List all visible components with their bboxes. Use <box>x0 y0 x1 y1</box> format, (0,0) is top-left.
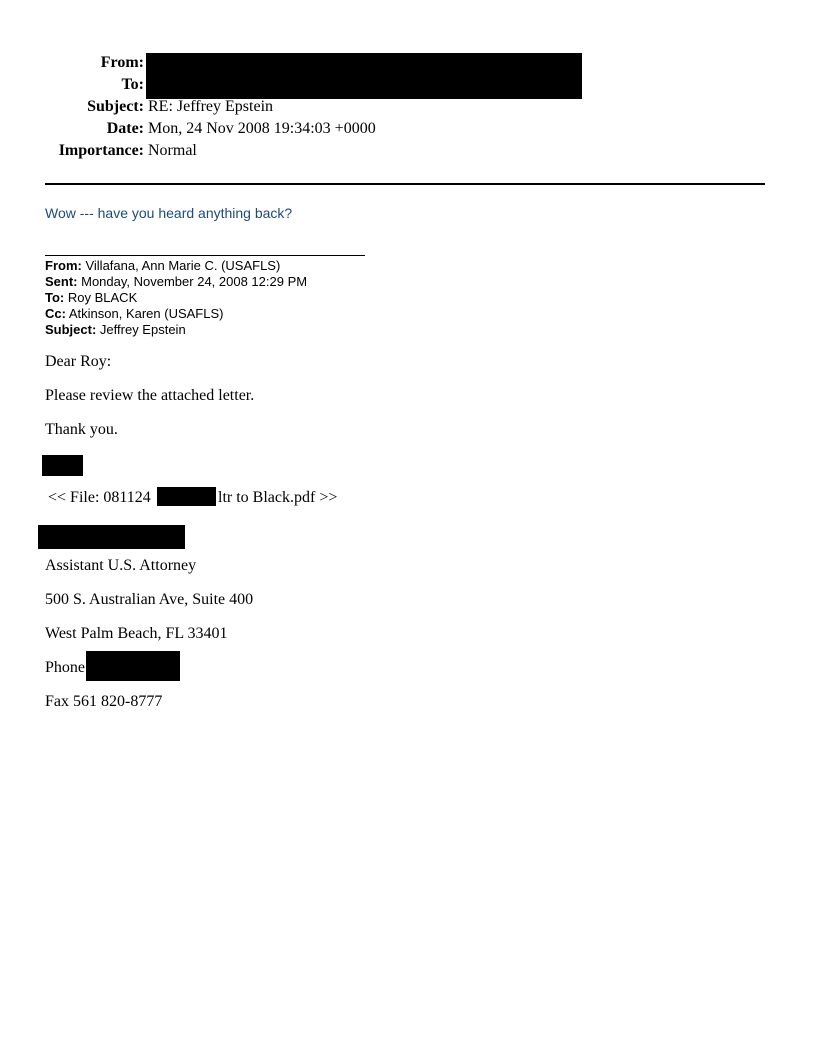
original-cc-label: Cc: <box>45 306 66 321</box>
original-from-label: From: <box>45 258 82 273</box>
body-line: Please review the attached letter. <box>45 387 255 404</box>
header-to-label: To: <box>121 76 144 93</box>
header-divider <box>45 183 765 185</box>
header-date-value: Mon, 24 Nov 2008 19:34:03 +0000 <box>148 120 376 137</box>
original-cc <box>45 306 223 321</box>
header-subject-value: RE: Jeffrey Epstein <box>148 98 274 115</box>
signature-address-line2: West Palm Beach, FL 33401 <box>45 625 228 642</box>
body-greeting: Dear Roy: <box>45 353 112 370</box>
reply-text: Wow --- have you heard anything back? <box>45 205 293 221</box>
attachment-prefix[interactable]: << File: 081124 <box>48 489 151 506</box>
redaction-signature-initials <box>42 455 83 476</box>
redaction-signature-name <box>38 525 185 549</box>
original-subject-label: Subject: <box>45 322 97 337</box>
signature-title: Assistant U.S. Attorney <box>45 557 197 574</box>
original-subject-value: Jeffrey Epstein <box>99 322 186 337</box>
original-from-value: Villafana, Ann Marie C. (USAFLS) <box>85 258 281 273</box>
original-to-label: To: <box>45 290 65 305</box>
header-subject-label: Subject: <box>87 98 144 115</box>
signature-phone-label: Phone <box>45 659 85 676</box>
redaction-attachment-name <box>157 487 216 506</box>
original-subject <box>45 322 186 337</box>
body-thanks: Thank you. <box>45 421 118 438</box>
original-from <box>45 258 280 273</box>
header-importance-label: Importance: <box>58 142 144 159</box>
signature-fax: Fax 561 820-8777 <box>45 693 163 710</box>
original-to-value: Roy BLACK <box>67 290 138 305</box>
original-message-separator <box>45 255 365 256</box>
original-to <box>45 290 137 305</box>
header-importance-value: Normal <box>148 142 197 159</box>
header-date-label: Date: <box>106 120 144 137</box>
original-cc-value: Atkinson, Karen (USAFLS) <box>68 306 224 321</box>
original-sent-value: Monday, November 24, 2008 12:29 PM <box>81 274 308 289</box>
redaction-phone-number <box>86 651 180 681</box>
original-sent <box>45 274 307 289</box>
original-sent-label: Sent: <box>45 274 78 289</box>
header-from-label: From: <box>100 54 144 71</box>
signature-address-line1: 500 S. Australian Ave, Suite 400 <box>45 591 254 608</box>
attachment-suffix[interactable]: ltr to Black.pdf >> <box>218 489 338 506</box>
redaction-from-to <box>146 53 582 99</box>
